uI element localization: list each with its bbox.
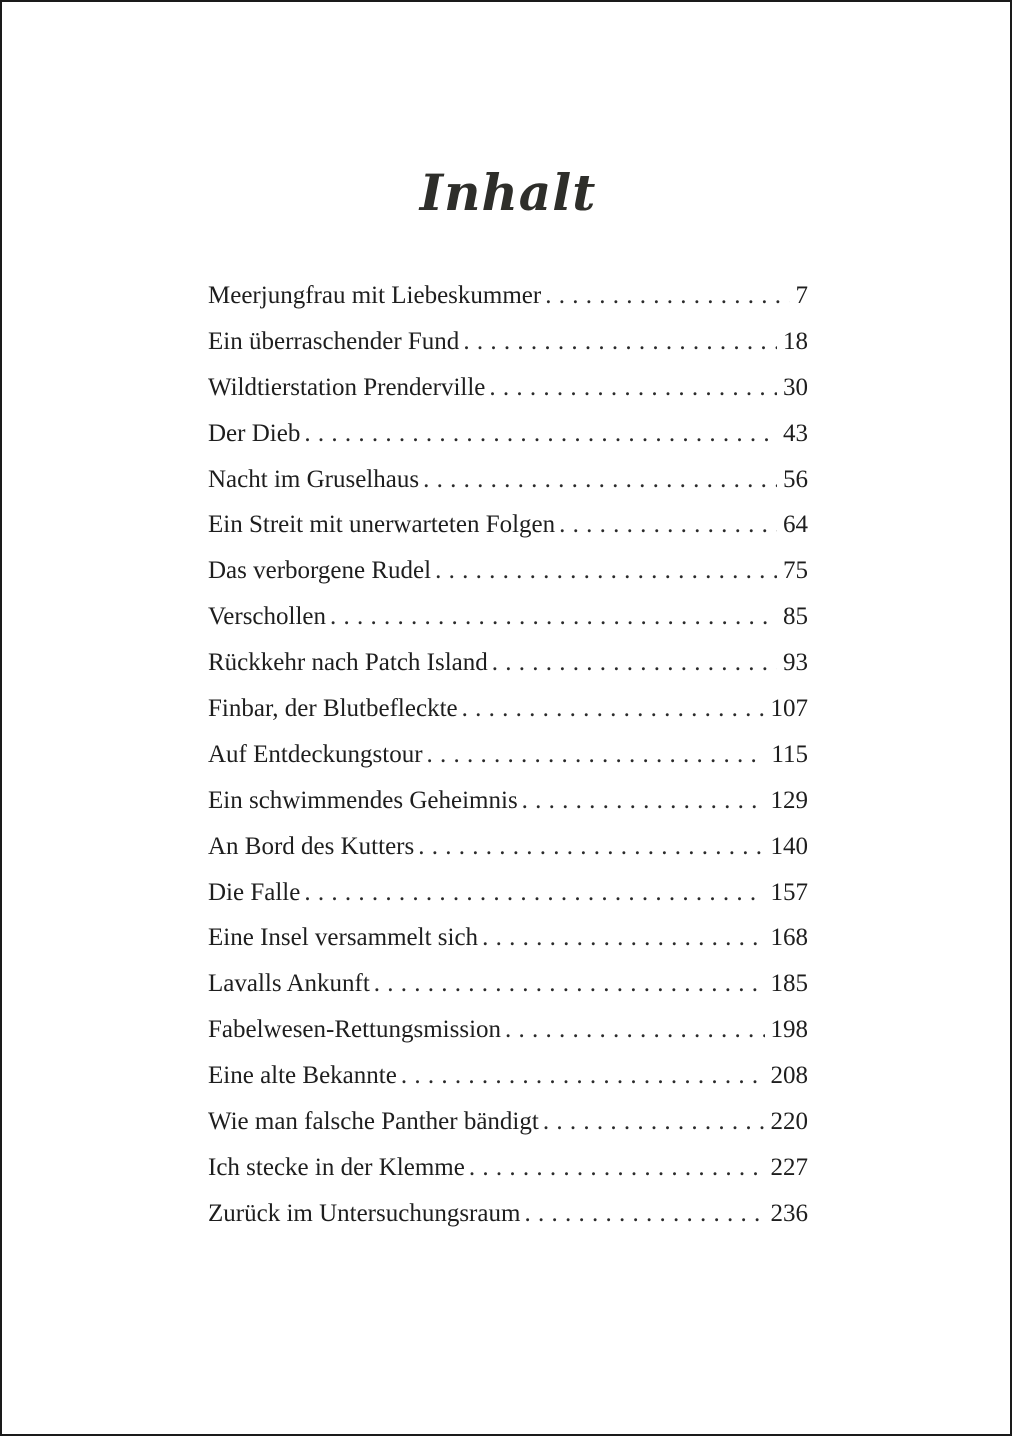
page-number: 157 xyxy=(770,878,808,906)
chapter-title: Ich stecke in der Klemme xyxy=(208,1153,465,1181)
dot-leader xyxy=(559,511,777,539)
toc-entry[interactable] xyxy=(208,924,808,970)
toc-entry[interactable] xyxy=(208,970,808,1016)
page-number: 64 xyxy=(783,511,808,539)
page-number: 75 xyxy=(783,557,808,585)
table-of-contents xyxy=(208,282,808,1246)
chapter-title: Fabelwesen-Rettungsmission xyxy=(208,1016,502,1044)
toc-entry[interactable] xyxy=(208,1154,808,1200)
dot-leader xyxy=(505,1016,764,1044)
dot-leader xyxy=(435,557,777,585)
toc-entry[interactable] xyxy=(208,420,808,466)
chapter-title: Der Dieb xyxy=(208,419,301,447)
toc-entry[interactable] xyxy=(208,879,808,925)
page-number: 107 xyxy=(770,695,808,723)
page-number: 85 xyxy=(783,603,808,631)
chapter-title: Ein überraschender Fund xyxy=(208,327,460,355)
page-number: 129 xyxy=(770,786,808,814)
chapter-title: Nacht im Gruselhaus xyxy=(208,465,420,493)
dot-leader xyxy=(545,282,789,310)
toc-entry[interactable] xyxy=(208,466,808,512)
dot-leader xyxy=(374,970,765,998)
page-number: 236 xyxy=(770,1199,808,1227)
toc-entry[interactable] xyxy=(208,1108,808,1154)
chapter-title: Ein schwimmendes Geheimnis xyxy=(208,786,518,814)
toc-entry[interactable] xyxy=(208,374,808,420)
toc-entry[interactable] xyxy=(208,741,808,787)
toc-entry[interactable] xyxy=(208,557,808,603)
page-number: 7 xyxy=(795,282,808,309)
dot-leader xyxy=(492,649,777,677)
page-number: 30 xyxy=(783,373,808,401)
chapter-title: Wildtierstation Prenderville xyxy=(208,373,486,401)
dot-leader xyxy=(427,741,766,769)
dot-leader xyxy=(489,374,777,402)
dot-leader xyxy=(423,466,777,494)
chapter-title: An Bord des Kutters xyxy=(208,832,415,860)
toc-entry[interactable] xyxy=(208,695,808,741)
toc-entry[interactable] xyxy=(208,1062,808,1108)
dot-leader xyxy=(462,695,765,723)
page-number: 227 xyxy=(770,1153,808,1181)
toc-entry[interactable] xyxy=(208,511,808,557)
chapter-title: Auf Entdeckungstour xyxy=(208,740,423,768)
page-number: 220 xyxy=(770,1108,808,1136)
dot-leader xyxy=(418,833,764,861)
chapter-title: Eine alte Bekannte xyxy=(208,1062,397,1090)
chapter-title: Die Falle xyxy=(208,878,301,906)
toc-entry[interactable] xyxy=(208,833,808,879)
dot-leader xyxy=(482,924,764,952)
page-number: 115 xyxy=(771,740,808,768)
chapter-title: Das verborgene Rudel xyxy=(208,557,432,585)
page-number: 18 xyxy=(783,327,808,355)
chapter-title: Wie man falsche Panther bändigt xyxy=(208,1108,539,1136)
toc-entry[interactable] xyxy=(208,1016,808,1062)
toc-entry[interactable] xyxy=(208,603,808,649)
chapter-title: Meerjungfrau mit Liebeskummer xyxy=(208,282,542,309)
page-number: 208 xyxy=(770,1062,808,1090)
toc-entry[interactable] xyxy=(208,328,808,374)
toc-entry[interactable] xyxy=(208,282,808,328)
page-title: Inhalt xyxy=(419,162,597,222)
page-number: 185 xyxy=(770,970,808,998)
chapter-title: Ein Streit mit unerwarteten Folgen xyxy=(208,511,556,539)
page-number: 168 xyxy=(770,924,808,952)
page-number: 43 xyxy=(783,419,808,447)
page-number: 198 xyxy=(770,1016,808,1044)
page-number: 140 xyxy=(770,832,808,860)
dot-leader xyxy=(330,603,777,631)
chapter-title: Finbar, der Blutbefleckte xyxy=(208,695,458,723)
chapter-title: Lavalls Ankunft xyxy=(208,970,370,998)
page-number: 56 xyxy=(783,465,808,493)
toc-entry[interactable] xyxy=(208,1200,808,1246)
dot-leader xyxy=(304,879,764,907)
toc-entry[interactable] xyxy=(208,787,808,833)
chapter-title: Rückkehr nach Patch Island xyxy=(208,649,488,677)
dot-leader xyxy=(304,420,777,448)
dot-leader xyxy=(524,1200,764,1228)
dot-leader xyxy=(463,328,777,356)
chapter-title: Verschollen xyxy=(208,603,327,631)
chapter-title: Eine Insel versammelt sich xyxy=(208,924,479,952)
page-number: 93 xyxy=(783,649,808,677)
chapter-title: Zurück im Untersuchungsraum xyxy=(208,1199,521,1227)
dot-leader xyxy=(543,1108,765,1136)
dot-leader xyxy=(522,787,765,815)
toc-entry[interactable] xyxy=(208,649,808,695)
dot-leader xyxy=(401,1062,765,1090)
dot-leader xyxy=(469,1154,765,1182)
